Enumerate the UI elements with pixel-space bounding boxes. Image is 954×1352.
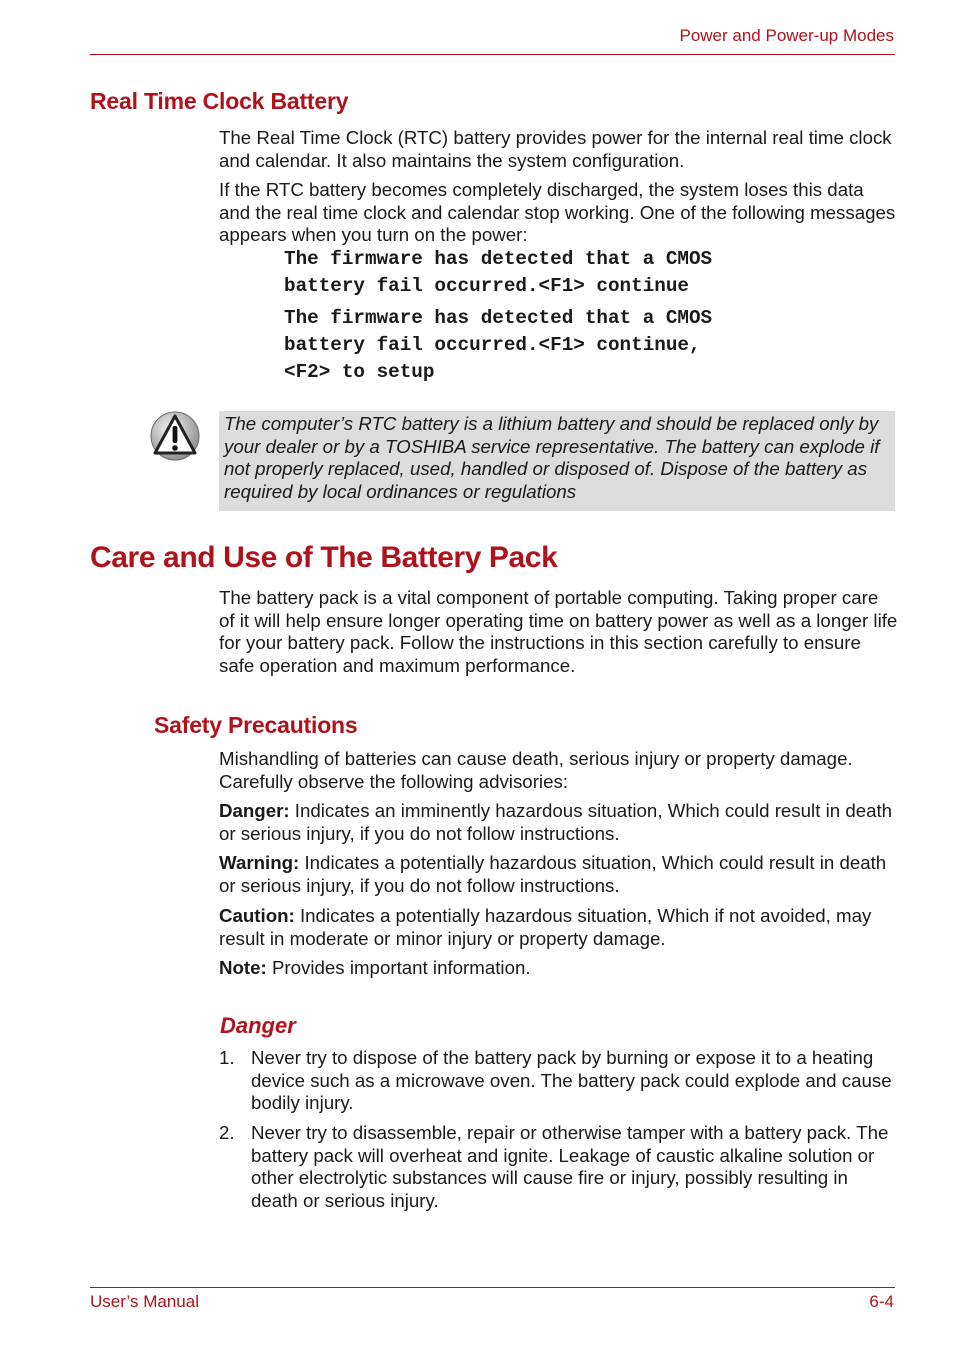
rtc-message-1: The firmware has detected that a CMOS battery fail occurred.<F1> continue [284, 248, 713, 297]
rtc-paragraph-2: If the RTC battery becomes completely discharged, the system loses this data and the real time clock and calendar stop working. One of the following messages appears when you turn on the power: [219, 179, 896, 245]
running-header: Power and Power-up Modes [679, 26, 894, 45]
definition-term: Warning: [219, 852, 300, 873]
list-item: Never try to dispose of the battery pack by burning or expose it to a heating device such as a microwave oven. The battery pack could explode and cause bodily injury. [251, 1047, 892, 1113]
definition-text: Indicates a potentially hazardous situation, Which could result in death or serious injury, if you do not follow instructions. [219, 852, 887, 896]
list-item: Never try to disassemble, repair or otherwise tamper with a battery pack. The battery pack will overheat and ignite. Leakage of caustic alkaline solution or other electrolytic substances will cause fire or injury, possibly resulting in death or serious injury. [251, 1122, 889, 1211]
header-rule [90, 54, 895, 55]
footer-rule [90, 1287, 895, 1288]
definition-text: Indicates a potentially hazardous situation, Which if not avoided, may result in moderate or minor injury or property damage. [219, 905, 872, 949]
list-item-number: 1. [219, 1047, 235, 1068]
warning-triangle-icon [150, 410, 202, 462]
definition-term: Note: [219, 957, 267, 978]
safety-heading: Safety Precautions [154, 712, 358, 738]
definition-note [219, 957, 899, 980]
definition-caution [219, 905, 899, 950]
definition-danger [219, 800, 899, 845]
rtc-paragraph-1: The Real Time Clock (RTC) battery provides power for the internal real time clock and calendar. It also maintains the system configuration. [219, 127, 892, 171]
list-item-number: 2. [219, 1122, 235, 1143]
care-heading: Care and Use of The Battery Pack [90, 541, 558, 574]
definition-text: Provides important information. [266, 957, 531, 978]
definition-text: Indicates an imminently hazardous situation, Which could result in death or serious injury, if you do not follow instructions. [219, 800, 893, 844]
definition-warning [219, 852, 899, 897]
definition-term: Danger: [219, 800, 290, 821]
safety-intro: Mishandling of batteries can cause death, serious injury or property damage. Carefully observe the following advisories: [219, 748, 853, 792]
rtc-heading: Real Time Clock Battery [90, 88, 349, 114]
definition-term: Caution: [219, 905, 295, 926]
rtc-message-2: The firmware has detected that a CMOS battery fail occurred.<F1> continue, <F2> to setup [284, 307, 713, 383]
care-paragraph: The battery pack is a vital component of portable computing. Taking proper care of it will help ensure longer operating time on battery power as well as a longer life for your battery pack. Follow the instructions in this section carefully to ensure safe operation and maximum performance. [219, 587, 898, 676]
footer-manual-title: User’s Manual [90, 1292, 199, 1311]
caution-note-text: The computer’s RTC battery is a lithium battery and should be replaced only by your dealer or by a TOSHIBA service representative. The battery can explode if not properly replaced, used, handled or disposed of. Dispose of the battery as required by local ordinances or regulations [224, 413, 880, 502]
page-number: 6-4 [869, 1292, 894, 1311]
danger-heading: Danger [220, 1013, 296, 1038]
